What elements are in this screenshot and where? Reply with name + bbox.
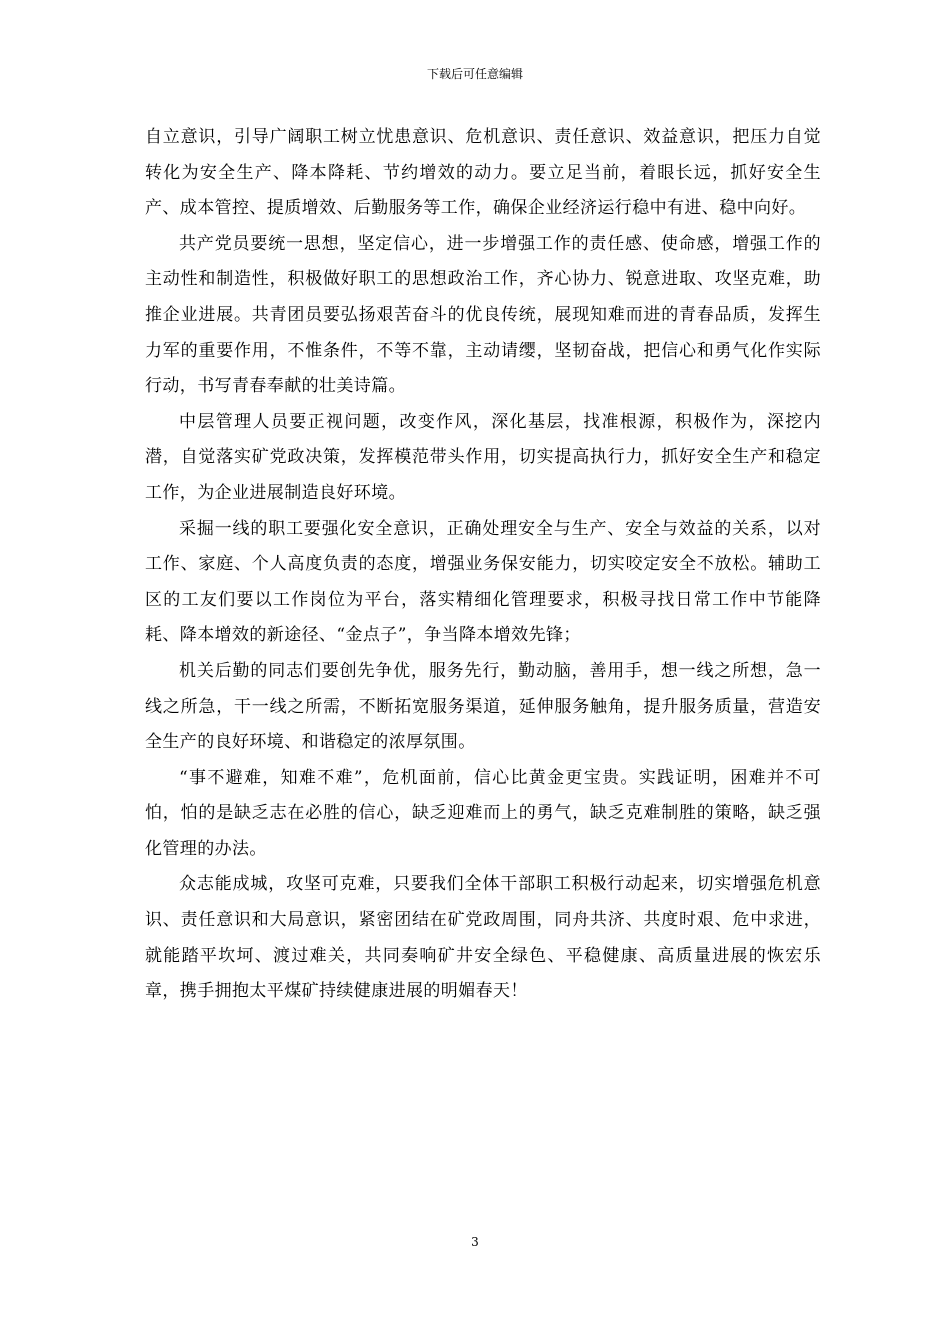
page-number: 3	[471, 1235, 479, 1249]
paragraph-frontline-workers: 采掘一线的职工要强化安全意识，正确处理安全与生产、安全与效益的关系，以对工作、家庭、个人高度负责的态度，增强业务保安能力，切实咬定安全不放松。辅助工区的工友们要以工作岗位为平台，落实精细化管理要求，积极寻找日常工作中节能降耗、降本增效的新途径、“金点子”，争当降本增效先锋；	[145, 518, 821, 646]
paragraph-confidence: “事不避难，知难不难”，危机面前，信心比黄金更宝贵。实践证明，困难并不可怕，怕的是缺乏志在必胜的信心，缺乏迎难而上的勇气，缺乏克难制胜的策略，缺乏强化管理的办法。	[145, 767, 821, 859]
paragraph-party-members: 共产党员要统一思想，坚定信心，进一步增强工作的责任感、使命感，增强工作的主动性和制造性，积极做好职工的思想政治工作，齐心协力、锐意进取、攻坚克难，助推企业进展。共青团员要弘扬艰苦奋斗的优良传统，展现知难而进的青春品质，发挥生力军的重要作用，不惟条件，不等不靠，主动请缨，坚韧奋战，把信心和勇气化作实际行动，书写青春奉献的壮美诗篇。	[145, 233, 821, 397]
paragraph-continued: 自立意识，引导广阔职工树立忧患意识、危机意识、责任意识、效益意识，把压力自觉转化为安全生产、降本降耗、节约增效的动力。要立足当前，着眼长远，抓好安全生产、成本管控、提质增效、后勤服务等工作，确保企业经济运行稳中有进、稳中向好。	[145, 127, 821, 219]
paragraph-logistics-staff: 机关后勤的同志们要创先争优，服务先行，勤动脑，善用手，想一线之所想，急一线之所急，干一线之所需，不断拓宽服务渠道，延伸服务触角，提升服务质量，营造安全生产的良好环境、和谐稳定的浓厚氛围。	[145, 660, 821, 753]
paragraph-conclusion: 众志能成城，攻坚可克难，只要我们全体干部职工积极行动起来，切实增强危机意识、责任意识和大局意识，紧密团结在矿党政周围，同舟共济、共度时艰、危中求进，就能踏平坎坷、渡过难关，共同奏响矿井安全绿色、平稳健康、高质量进展的恢宏乐章，携手拥抱太平煤矿持续健康进展的明媚春天！	[145, 874, 821, 1002]
paragraph-middle-management: 中层管理人员要正视问题，改变作风，深化基层，找准根源，积极作为，深挖内潜，自觉落实矿党政决策，发挥模范带头作用，切实提高执行力，抓好安全生产和稳定工作，为企业进展制造良好环境。	[145, 411, 821, 503]
page-header: 下载后可任意编辑	[426, 67, 523, 81]
document-body	[145, 120, 821, 1010]
